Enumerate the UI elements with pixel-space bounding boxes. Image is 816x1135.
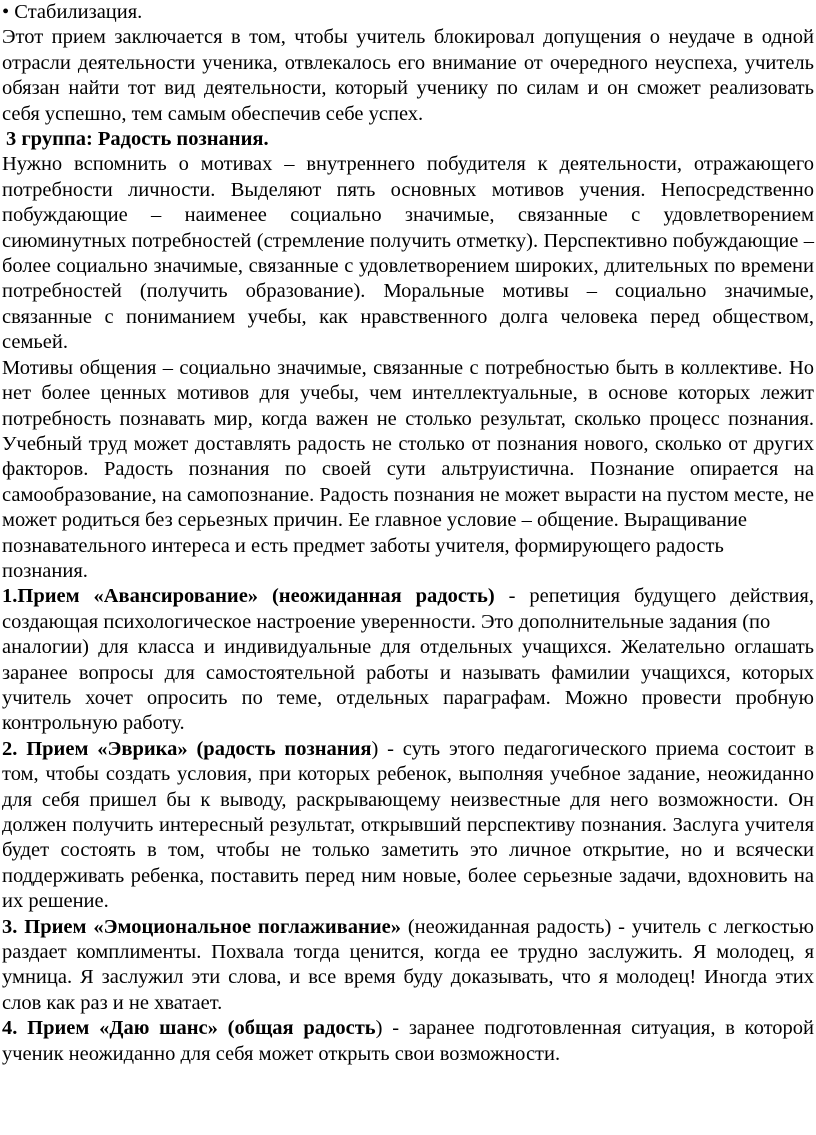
- technique-2-text: ) - суть этого педагогического приема состоит в том, чтобы создать условия, при которых ребенок, выполняя учебное задание, неожиданно для себя пришел бы к выводу, раскрывающему неизвестные для него возможности. Он должен получить интересный результат, открывший перспективу познания. Заслуга учителя будет состоять в том, чтобы не только заметить это личное открытие, но и всячески поддерживать ребенка, поставить перед ним новые, более серьезные задачи, вдохновить на их решение.: [2, 737, 814, 913]
- paragraph-communication-end: познавательного интереса и есть предмет заботы учителя, формирующего радость познания.: [2, 534, 724, 582]
- bullet-item-stabilization: • Стабилизация.: [2, 1, 143, 23]
- section-heading-group-3: 3 группа: Радость познания.: [6, 128, 269, 151]
- paragraph-technique-3: [2, 915, 814, 1017]
- technique-3-text: (неожиданная радость) - учитель с легкостью раздает комплименты. Похвала тогда ценится, когда ее трудно заслужить. Я молодец, я умница. Я заслужил эти слова, и все время буду доказывать, что я молодец! Иногда этих слов как раз и не хватает.: [2, 915, 814, 1014]
- paragraph-technique-1: [2, 584, 814, 635]
- technique-3-title: 3. Прием «Эмоциональное поглаживание»: [2, 915, 401, 938]
- technique-1-title: 1.Прием «Авансирование» (неожиданная радость): [2, 585, 495, 608]
- paragraph-communication: Мотивы общения – социально значимые, связанные с потребностью быть в коллективе. Но нет более ценных мотивов для учебы, чем интеллектуальные, в основе которых лежит потребность познавать мир, когда важен не столько результат, сколько процесс познания. Учебный труд может доставлять радость не столько от познания нового, сколько от других факторов. Радость познания по своей сути альтруистична. Познание опирается на самообразование, на самопознание. Радость познания не может вырасти на пустом месте, не может родиться без серьезных причин. Ее главное условие – общение. Выращивание: [2, 356, 814, 532]
- paragraph-stabilization: Этот прием заключается в том, чтобы учитель блокировал допущения о неудаче в одной отрасли деятельности ученика, отвлекалось его внимание от очередного неуспеха, учитель обязан найти тот вид деятельности, который ученику по силам и он сможет реализовать себя успешно, тем самым обеспечив себе успех.: [2, 26, 814, 125]
- paragraph-technique-2: [2, 737, 814, 915]
- paragraph-motives: Нужно вспомнить о мотивах – внутреннего побудителя к деятельности, отражающего потребности личности. Выделяют пять основных мотивов учения. Непосредственно побуждающие – наименее социально значимые, связанные с удовлетворением сиюминутных потребностей (стремление получить отметку). Перспективно побуждающие – более социально значимые, связанные с удовлетворением широких, длительных по времени потребностей (получить образование). Моральные мотивы – социально значимые, связанные с пониманием учебы, как нравственного долга человека перед обществом, семьей.: [2, 153, 814, 354]
- technique-2-title: 2. Прием «Эврика» (радость познания: [2, 737, 372, 760]
- paragraph-technique-4: [2, 1016, 814, 1067]
- technique-4-text: ) - заранее подготовленная ситуация, в которой ученик неожиданно для себя может открыть свои возможности.: [2, 1017, 814, 1065]
- technique-1-text: - репетиция будущего действия, создающая психологическое настроение уверенности. Это дополнительные задания (по: [2, 585, 814, 633]
- technique-4-title: 4. Прием «Даю шанс» (общая радость: [2, 1017, 376, 1040]
- paragraph-technique-1-continued: аналогии) для класса и индивидуальные для отдельных учащихся. Желательно оглашать заранее вопросы для самостоятельной работы и называть фамилии учащихся, которых учитель хочет опросить по теме, отдельных параграфам. Можно провести пробную контрольную работу.: [2, 636, 814, 735]
